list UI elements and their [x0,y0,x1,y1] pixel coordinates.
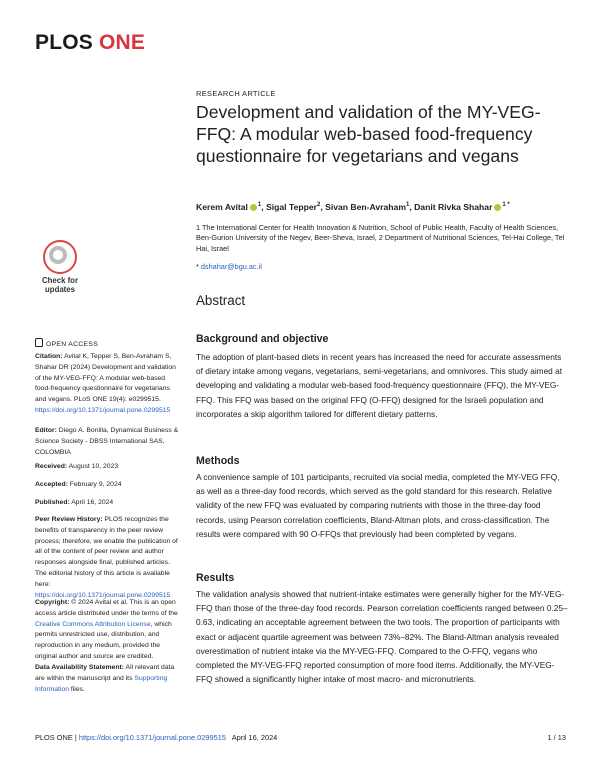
abstract-heading: Abstract [196,293,246,308]
affiliations: 1 The International Center for Health Innovation & Nutrition, School of Public Health, Faculty of Health Sciences, Ben-Gurion University of the Negev, Beer-Sheva, Israel, 2 Department of Nutritional Sciences, Tel-Hai College, Tel Hai, Israel [196,223,565,253]
citation-block: Citation: Avital K, Tepper S, Ben-Avraham S, Shahar DR (2024) Development and validation of the MY-VEG-FFQ: A modular web-based food-frequency questionnaire for vegetarians and vegans. PLoS ONE 19(4): e0299515. https://doi.org/10.1371/journal.pone.0299515 [35,353,176,414]
author-name[interactable]: Sigal Tepper [266,202,317,212]
received-date: Received: August 10, 2023 [35,463,119,470]
accepted-date: Accepted: February 9, 2024 [35,481,122,488]
crossmark-icon [43,240,77,274]
page-footer: PLOS ONE | https://doi.org/10.1371/journal.pone.0299515 April 16, 2024 [35,733,278,742]
peer-review-block: Peer Review History: PLOS recognizes the benefits of transparency in the peer review process; therefore, we enable the publication of all of the content of peer review and author responses alongside final, published articles. The editorial history of this article is available here: https://doi.org/10.1371/journal.pone.0299515 [35,516,178,599]
section-text-methods: A convenience sample of 101 participants, recruited via social media, completed the MY-VEG FFQ, as well as a three-day food records, which served as the gold standard for this research. Relative validity of the new FFQ was evaluated by comparing nutrients with those in the three-day food records, using Pearson correlation coefficients, Bland-Altman plots, and cross-classification. The results were compared with 90 O-FFQs that previously had been completed by vegans. [196,472,560,539]
citation-doi-link[interactable]: https://doi.org/10.1371/journal.pone.0299515 [35,406,171,414]
page-number: 1 / 13 [547,733,566,742]
license-link[interactable]: Creative Commons Attribution License [35,620,151,628]
data-availability-block: Data Availability Statement: All relevant data are within the manuscript and its Supporting Information files. [35,664,175,693]
section-text-background: The adoption of plant-based diets in recent years has increased the need for accurate assessments of dietary intake among vegans, vegetarians, semi-vegetarians, and omnivores. This study aimed at developing and validating a modular web-based food-frequency questionnaire (FFQ), the MY-VEG-FFQ. This FFQ was based on the original FFQ (O-FFQ) designed for the Israeli population and incorporates a skip algorithm tailored for different dietary patterns. [196,352,563,419]
section-heading-background: Background and objective [196,333,329,345]
author-list: Kerem Avital $^1$, Sigal Tepper$^2$, Sivan Ben-Avraham$^1$, Danit Rivka Shahar $^{1 *}$ [196,202,510,212]
author-name[interactable]: Kerem Avital [196,202,248,212]
peer-review-link[interactable]: https://doi.org/10.1371/journal.pone.0299515 [35,591,171,599]
section-heading-results: Results [196,572,235,584]
section-text-results: The validation analysis showed that nutrient-intake estimates were generally higher for the MY-VEG-FFQ than those of the three-day food records. Pearson correlation coefficients ranged between 0.25–0.63, indicating an acceptable agreement between the two tools. The proportion of participants with exact or adjacent quartile agreement was between 73%–82%. The Bland-Altman analysis revealed overestimation of nutrient intake via the MY-VEG-FFQ. Compared to the O-FFQ, vegans who completed the MY-VEG-FFQ reported consumption of more food items. Additionally, the MY-VEG-FFQ showed a significantly higher intake of most macro- and micronutrients. [196,589,568,685]
article-type: RESEARCH ARTICLE [196,89,276,98]
corresponding-email: * dshahar@bgu.ac.il [196,262,262,271]
editor-block: Editor: Diego A. Bonilla, Dynamical Business & Science Society - DBSS International SAS, COLOMBIA [35,427,179,456]
author-name[interactable]: Sivan Ben-Avraham [325,202,406,212]
check-for-updates-badge[interactable]: Check for updates [36,240,84,288]
supporting-info-link[interactable]: Supporting Information [35,674,168,693]
published-date: Published: April 16, 2024 [35,499,114,506]
lock-icon [35,338,43,347]
open-access-label: OPEN ACCESS [35,338,98,348]
orcid-icon[interactable] [494,204,501,211]
email-link[interactable]: dshahar@bgu.ac.il [200,262,262,271]
author-name[interactable]: Danit Rivka Shahar [414,202,493,212]
article-title: Development and validation of the MY-VEG-FFQ: A modular web-based food-frequency questionnaire for vegetarians and vegans [196,102,541,166]
orcid-icon[interactable] [250,204,257,211]
journal-logo: PLOS ONE [35,31,146,54]
copyright-block: Copyright: © 2024 Avital et al. This is an open access article distributed under the terms of the Creative Commons Attribution License, which permits unrestricted use, distribution, and reproduction in any medium, provided the original author and source are credited. [35,599,178,660]
footer-doi-link[interactable]: https://doi.org/10.1371/journal.pone.0299515 [78,733,226,742]
section-heading-methods: Methods [196,455,240,467]
